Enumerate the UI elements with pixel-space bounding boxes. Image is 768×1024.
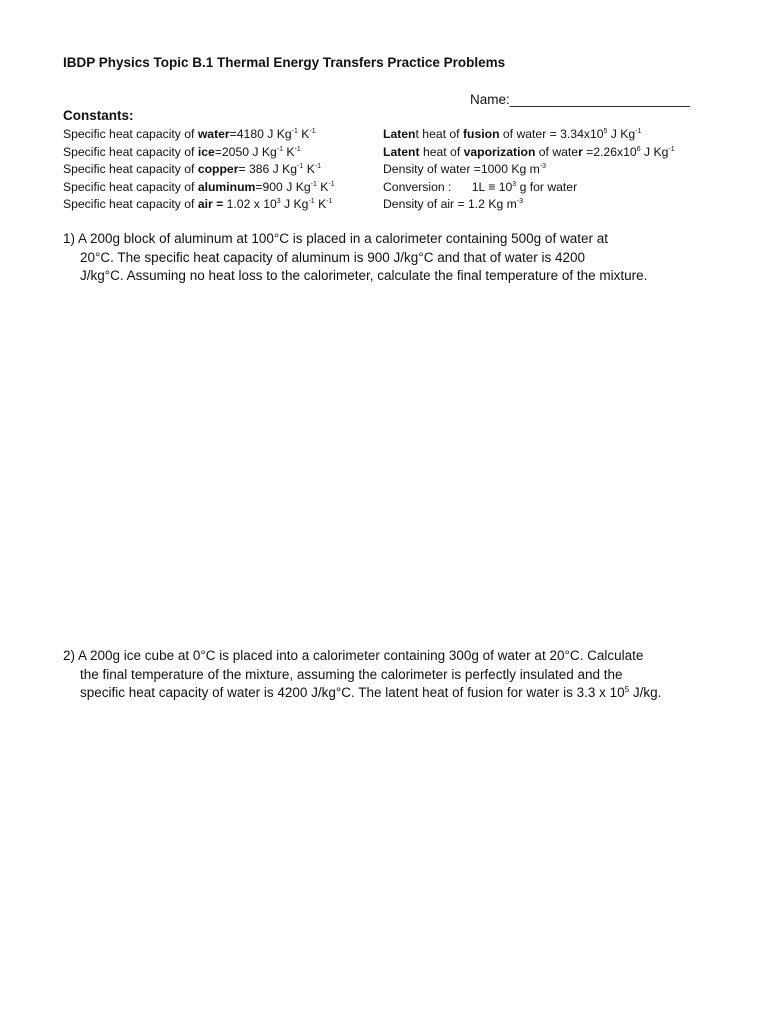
constants-heading: Constants: bbox=[63, 108, 134, 123]
question-1 bbox=[63, 230, 723, 286]
constant-density-water: Density of water =1000 Kg $m^{-3}$ bbox=[383, 162, 547, 176]
question-1-line-3: J/kg°C. Assuming no heat loss to the calorimeter, calculate the final temperature of the mixture. bbox=[80, 268, 648, 283]
constant-copper-specific-heat: Specific heat capacity of copper= 386 J $Kg^{-1}$ $K^{-1}$ bbox=[63, 162, 322, 176]
question-2-line-1: 2) A 200g ice cube at 0°C is placed into a calorimeter containing 300g of water at 20°C. Calculate bbox=[63, 648, 644, 663]
name-label: Name: bbox=[470, 92, 510, 107]
constants-right-column bbox=[383, 126, 675, 214]
name-blank-line: ________________________ bbox=[509, 92, 690, 107]
constant-conversion: Conversion : $1L \equiv 10^3$ g for water bbox=[383, 179, 578, 194]
constant-air-specific-heat: Specific heat capacity of air = 1.02 x $10^3$ J $Kg^{-1}$ $K^{-1}$ bbox=[63, 197, 333, 211]
question-2 bbox=[63, 647, 723, 703]
constant-aluminum-specific-heat: Specific heat capacity of aluminum=900 J $Kg^{-1}$ $K^{-1}$ bbox=[63, 179, 335, 194]
question-2-line-3: specific heat capacity of water is 4200 J/kg°C. The latent heat of fusion for water is 3.3 x $10^5$ J/kg. bbox=[80, 685, 662, 700]
name-field bbox=[470, 92, 690, 107]
document-title: IBDP Physics Topic B.1 Thermal Energy Transfers Practice Problems bbox=[63, 55, 506, 70]
constant-latent-heat-vaporization: Latent heat of vaporization of water $=2.26x10^6$ J $Kg^{-1}$ bbox=[383, 144, 675, 159]
constants-left-column bbox=[63, 126, 335, 214]
question-1-line-2: 20°C. The specific heat capacity of aluminum is 900 J/kg°C and that of water is 4200 bbox=[80, 249, 586, 265]
constant-ice-specific-heat: Specific heat capacity of ice=2050 J $Kg^{-1}$ $K^{-1}$ bbox=[63, 144, 301, 159]
question-2-line-2: the final temperature of the mixture, assuming the calorimeter is perfectly insulated and the bbox=[80, 666, 623, 682]
constant-density-air: Density of air = 1.2 Kg $m^{-3}$ bbox=[383, 197, 524, 211]
constant-latent-heat-fusion: Latent heat of fusion of water = $3.34x10^5$ J $Kg^{-1}$ bbox=[383, 127, 642, 141]
question-1-line-1: 1) A 200g block of aluminum at 100°C is placed in a calorimeter containing 500g of water at bbox=[63, 231, 608, 246]
constant-water-specific-heat: Specific heat capacity of water=4180 J $Kg^{-1}$ $K^{-1}$ bbox=[63, 127, 316, 141]
